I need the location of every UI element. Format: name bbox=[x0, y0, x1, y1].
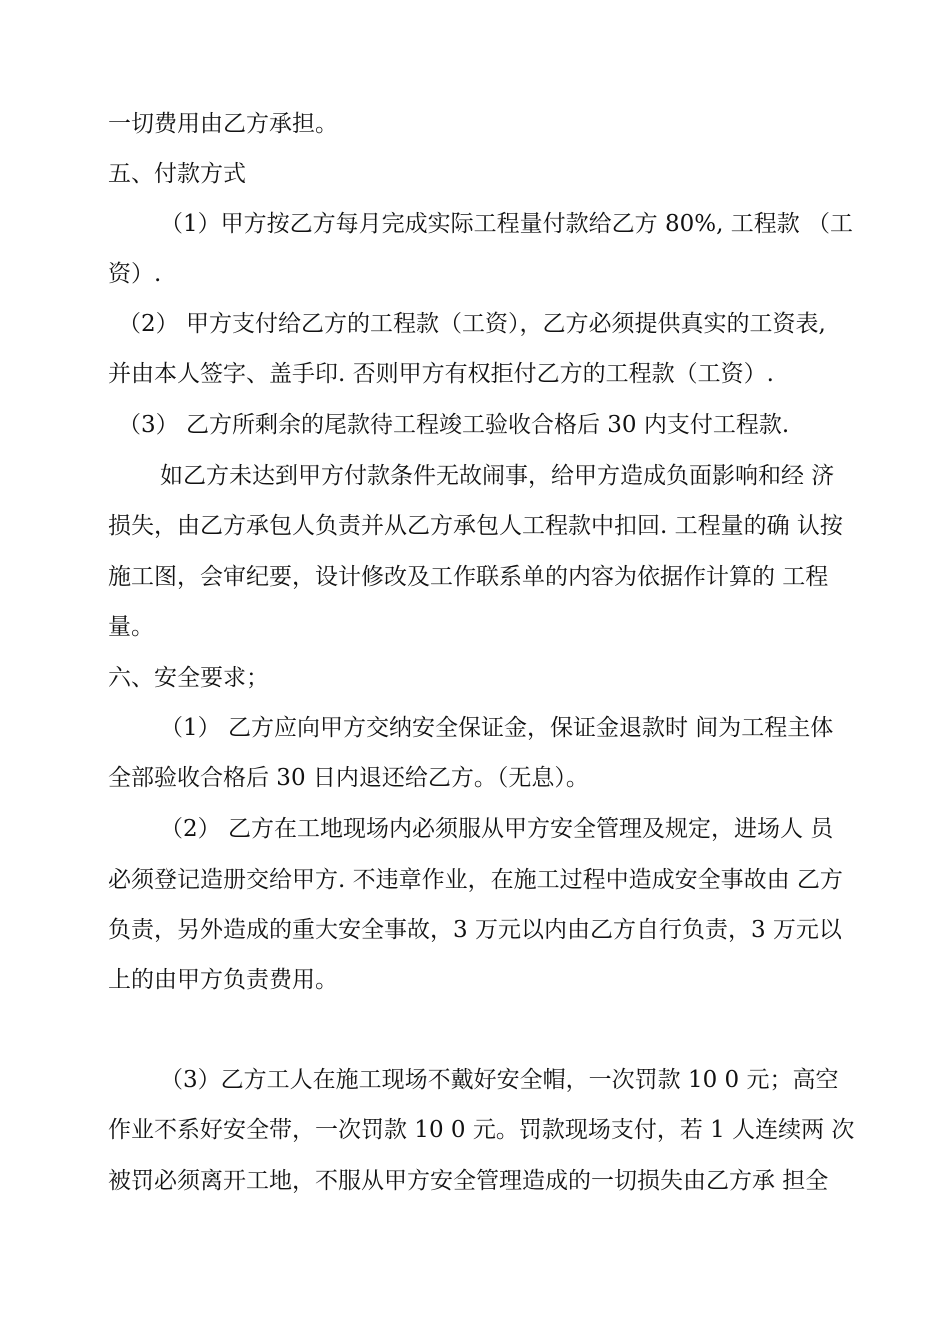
text-line: 必须登记造册交给甲方. 不违章作业，在施工过程中造成安全事故由 乙方 bbox=[108, 867, 843, 893]
text-line: 被罚必须离开工地，不服从甲方安全管理造成的一切损失由乙方承 担全 bbox=[108, 1168, 829, 1194]
text-line: （1）甲方按乙方每月完成实际工程量付款给乙方 80%, 工程款 （工 bbox=[160, 211, 853, 237]
text-line: 一切费用由乙方承担。 bbox=[108, 111, 338, 137]
text-line: 损失，由乙方承包人负责并从乙方承包人工程款中扣回. 工程量的确 认按 bbox=[108, 513, 843, 539]
text-line: 并由本人签字、盖手印. 否则甲方有权拒付乙方的工程款（工资）. bbox=[108, 361, 774, 387]
text-line: （3）乙方工人在施工现场不戴好安全帽，一次罚款 10 0 元；高空 bbox=[160, 1067, 839, 1093]
text-line: 负责，另外造成的重大安全事故，3 万元以内由乙方自行负责，3 万元以 bbox=[108, 917, 842, 943]
text-line: 作业不系好安全带，一次罚款 10 0 元。罚款现场支付，若 1 人连续两 次 bbox=[108, 1117, 855, 1143]
text-line: （2） 乙方在工地现场内必须服从甲方安全管理及规定，进场人 员 bbox=[160, 816, 834, 842]
text-line: 上的由甲方负责费用。 bbox=[108, 967, 338, 993]
section-heading-safety: 六、安全要求； bbox=[108, 665, 269, 691]
text-line: 资）. bbox=[108, 261, 162, 287]
text-line: 量。 bbox=[108, 614, 154, 640]
text-line: 全部验收合格后 30 日内退还给乙方。（无息）。 bbox=[108, 765, 589, 791]
text-line: （2） 甲方支付给乙方的工程款（工资），乙方必须提供真实的工资表, bbox=[118, 311, 826, 337]
text-line: 施工图，会审纪要，设计修改及工作联系单的内容为依据作计算的 工程 bbox=[108, 564, 829, 590]
text-line: 如乙方未达到甲方付款条件无故闹事，给甲方造成负面影响和经 济 bbox=[160, 463, 835, 489]
section-heading-payment: 五、付款方式 bbox=[108, 161, 246, 187]
text-line: （1） 乙方应向甲方交纳安全保证金，保证金退款时 间为工程主体 bbox=[160, 715, 834, 741]
text-line: （3） 乙方所剩余的尾款待工程竣工验收合格后 30 内支付工程款. bbox=[118, 412, 790, 438]
